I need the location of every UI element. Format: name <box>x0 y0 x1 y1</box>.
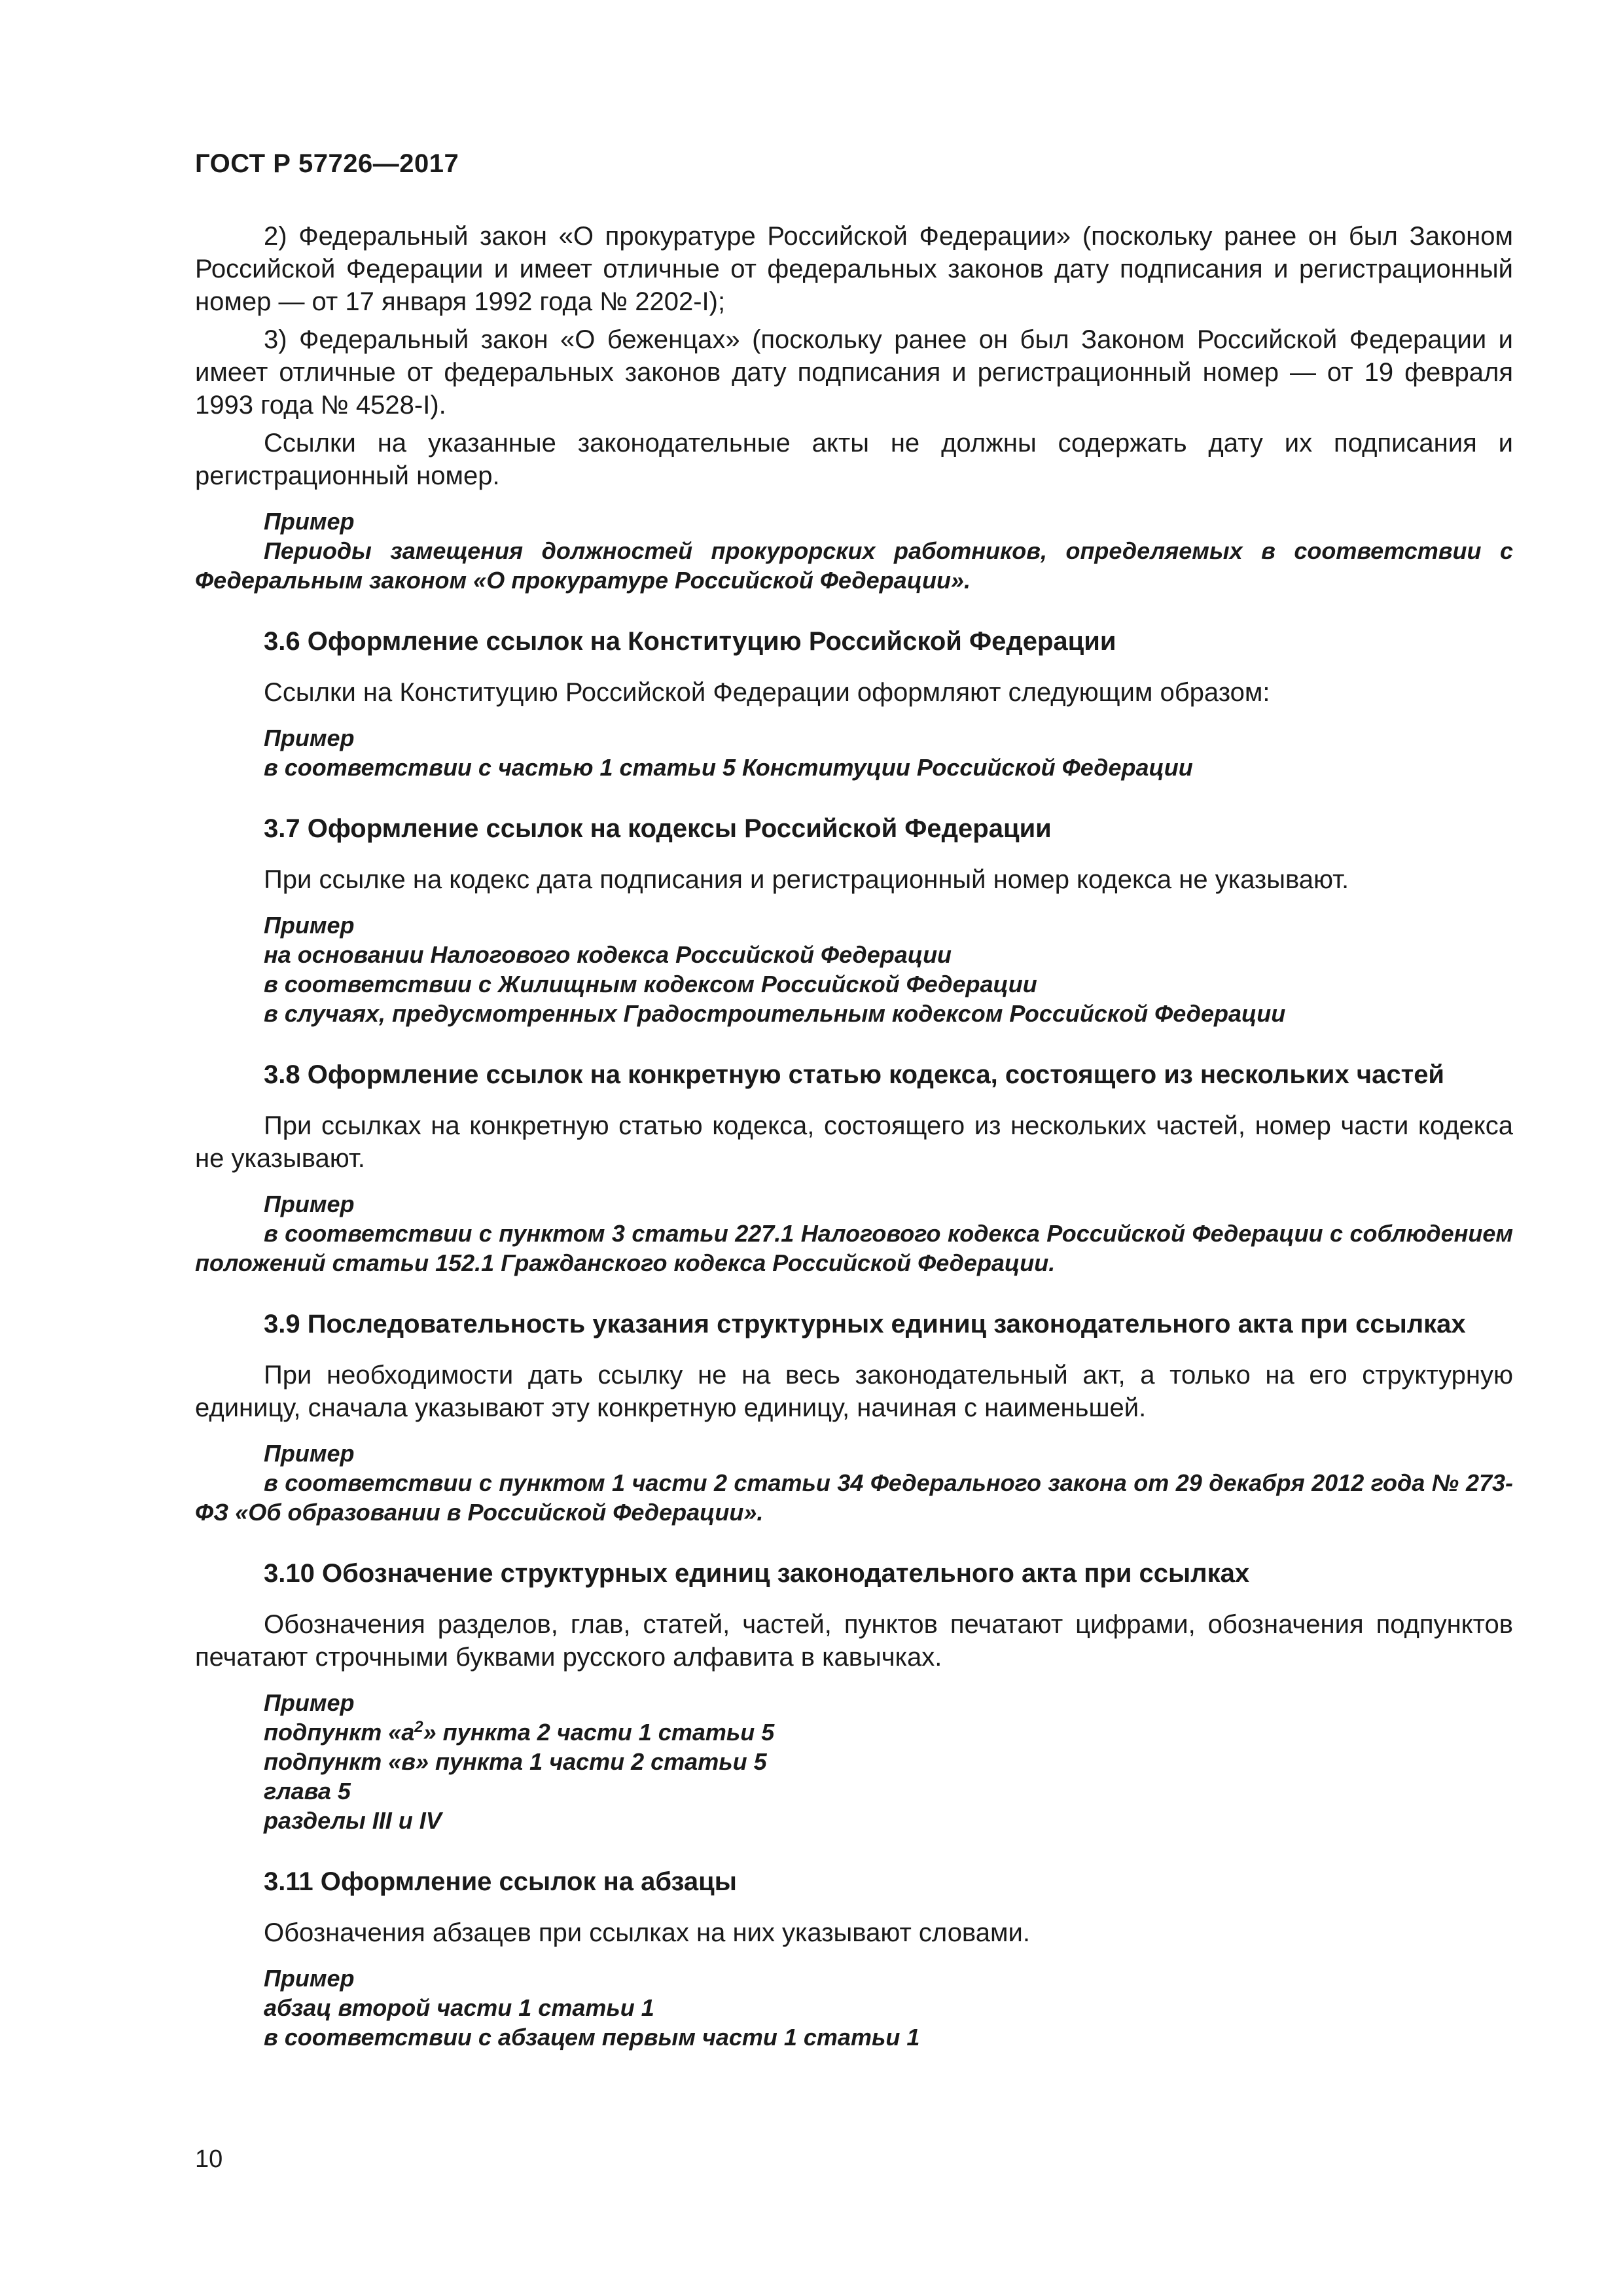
example-block <box>195 1439 1513 1527</box>
section-heading-3-9: 3.9 Последовательность указания структурных единиц законодательного акта при ссылках <box>264 1310 1466 1338</box>
paragraph-note: Ссылки на указанные законодательные акты не должны содержать дату их подписания и регистрационный номер. <box>195 429 1513 490</box>
example-text: в соответствии с пунктом 3 статьи 227.1 Налогового кодекса Российской Федерации с соблюдением положений статьи 152.1 Гражданского кодекса Российской Федерации. <box>195 1220 1513 1276</box>
example-line: в соответствии с частью 1 статьи 5 Конституции Российской Федерации <box>264 754 1193 781</box>
example-line: в случаях, предусмотренных Градостроительным кодексом Российской Федерации <box>264 1000 1286 1027</box>
example-text: в соответствии с пунктом 1 части 2 статьи 34 Федерального закона от 29 декабря 2012 года № 273-ФЗ «Об образовании в Российской Федерации». <box>195 1469 1513 1526</box>
example-title: Пример <box>264 912 355 939</box>
example-title: Пример <box>264 1191 355 1217</box>
example-line <box>264 1717 1513 1747</box>
example-block <box>195 507 1513 595</box>
superscript: 2 <box>414 1718 423 1736</box>
section-text-3-9: При необходимости дать ссылку не на весь законодательный акт, а только на его структурную единицу, сначала указывают эту конкретную единицу, начиная с наименьшей. <box>195 1361 1513 1422</box>
section-heading-3-8: 3.8 Оформление ссылок на конкретную статью кодекса, состоящего из нескольких частей <box>264 1060 1445 1089</box>
example-block <box>195 723 1513 782</box>
section-text-3-7: При ссылке на кодекс дата подписания и регистрационный номер кодекса не указывают. <box>264 865 1349 894</box>
example-title: Пример <box>264 1689 355 1716</box>
example-line: глава 5 <box>264 1778 351 1804</box>
section-heading-3-11: 3.11 Оформление ссылок на абзацы <box>264 1867 737 1896</box>
example-line: подпункт «в» пункта 1 части 2 статьи 5 <box>264 1748 767 1775</box>
section-heading-3-10: 3.10 Обозначение структурных единиц законодательного акта при ссылках <box>264 1559 1250 1588</box>
example-title: Пример <box>264 508 355 535</box>
document-body <box>195 220 1513 2082</box>
page-number: 10 <box>195 2145 223 2173</box>
example-block <box>195 1964 1513 2052</box>
example-block <box>195 1189 1513 1278</box>
document-header: ГОСТ Р 57726—2017 <box>195 149 459 178</box>
example-line: абзац второй части 1 статьи 1 <box>264 1994 654 2021</box>
section-text-3-6: Ссылки на Конституцию Российской Федерации оформляют следующим образом: <box>264 678 1270 707</box>
example-fragment: подпункт «а <box>264 1719 415 1746</box>
example-line: на основании Налогового кодекса Российской Федерации <box>264 941 952 968</box>
list-item-3: 3) Федеральный закон «О беженцах» (поскольку ранее он был Законом Российской Федерации и имеет отличные от федеральных законов дату подписания и регистрационный номер — от 19 февраля 1993 года № 4528-I). <box>195 325 1513 420</box>
section-heading-3-6: 3.6 Оформление ссылок на Конституцию Российской Федерации <box>264 627 1116 656</box>
example-title: Пример <box>264 1965 355 1992</box>
example-line: в соответствии с абзацем первым части 1 статьи 1 <box>264 2024 920 2051</box>
section-text-3-8: При ссылках на конкретную статью кодекса, состоящего из нескольких частей, номер части кодекса не указывают. <box>195 1111 1513 1173</box>
section-heading-3-7: 3.7 Оформление ссылок на кодексы Российской Федерации <box>264 814 1052 843</box>
example-line: разделы III и IV <box>264 1807 442 1834</box>
example-block <box>195 1688 1513 1835</box>
section-text-3-11: Обозначения абзацев при ссылках на них указывают словами. <box>264 1918 1030 1947</box>
section-text-3-10: Обозначения разделов, глав, статей, частей, пунктов печатают цифрами, обозначения подпунктов печатают строчными буквами русского алфавита в кавычках. <box>195 1610 1513 1672</box>
list-item-2: 2) Федеральный закон «О прокуратуре Российской Федерации» (поскольку ранее он был Законом Российской Федерации и имеет отличные от федеральных законов дату подписания и регистрационный номер — от 17 января 1992 года № 2202-I); <box>195 222 1513 316</box>
example-title: Пример <box>264 725 355 751</box>
example-line: в соответствии с Жилищным кодексом Российской Федерации <box>264 971 1037 997</box>
example-text: Периоды замещения должностей прокурорских работников, определяемых в соответствии с Федеральным законом «О прокуратуре Российской Федерации». <box>195 537 1513 594</box>
example-fragment: » пункта 2 части 1 статьи 5 <box>423 1719 775 1746</box>
example-block <box>195 910 1513 1028</box>
example-title: Пример <box>264 1440 355 1467</box>
